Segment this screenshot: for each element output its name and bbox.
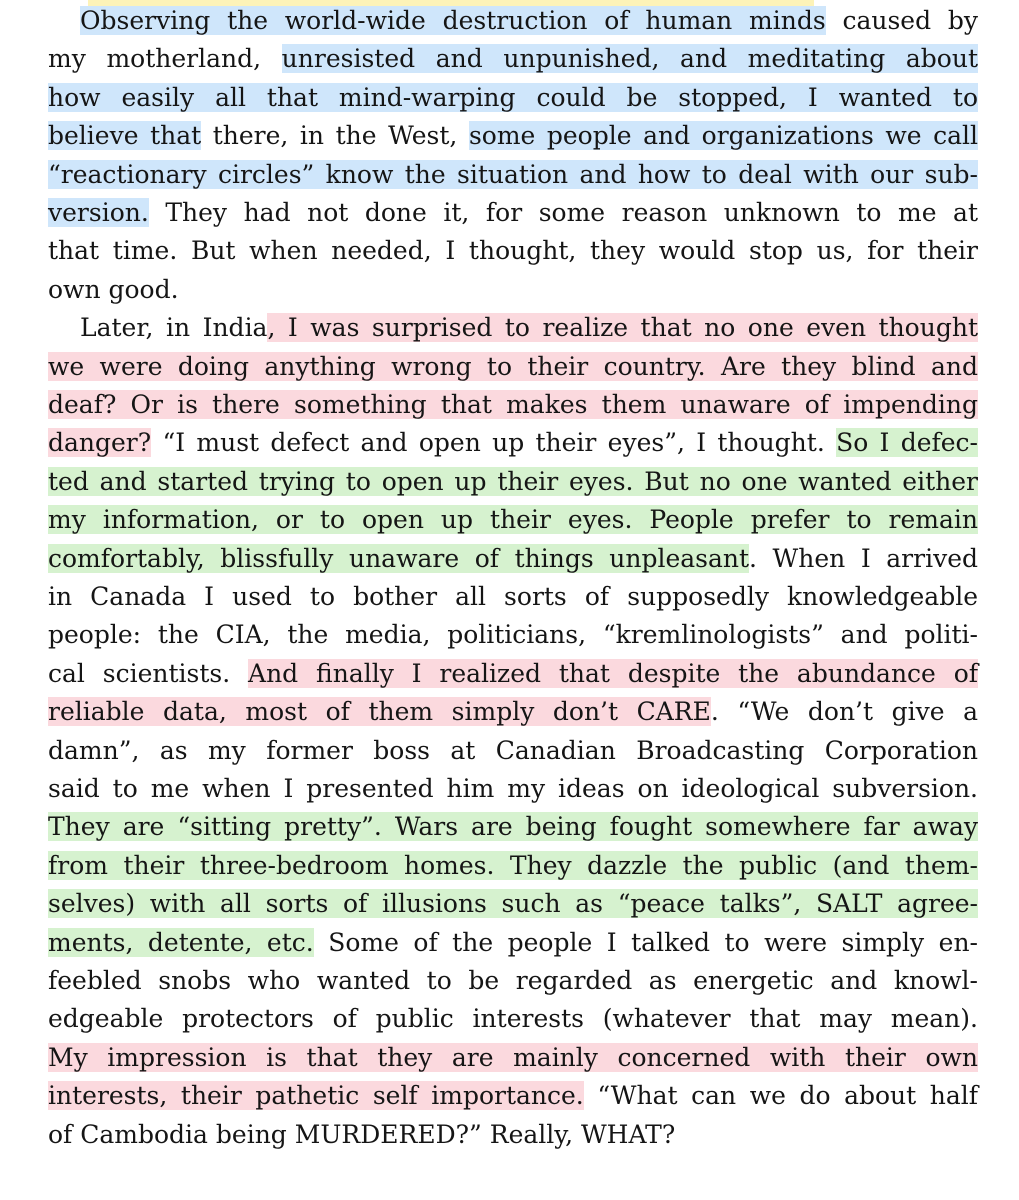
highlighted-text: unresisted and unpunished, and meditating about: [281, 44, 979, 74]
text-line: [48, 616, 978, 654]
text-line: [48, 386, 978, 424]
text-segment: “I must defect and open up their eyes”, I thought.: [151, 428, 837, 458]
text-segment: feebled snobs who wanted to be regarded as energetic and knowl-: [48, 966, 978, 995]
text-segment: said to me when I presented him my ideas on ideological subversion.: [48, 774, 978, 803]
text-line: [48, 578, 978, 616]
highlighted-text: They are “sitting pretty”. Wars are being fought somewhere far away: [48, 812, 978, 842]
text-line: [48, 1000, 978, 1038]
text-line: [48, 655, 978, 693]
text-line: [48, 501, 978, 539]
text-line: [48, 271, 978, 309]
text-line: [48, 693, 978, 731]
text-line: [48, 117, 978, 155]
highlighted-text: deaf? Or is there something that makes them unaware of impending: [48, 390, 978, 419]
text-segment: . When I arrived: [749, 543, 978, 573]
text-line: [48, 962, 978, 1000]
highlighted-text: from their three-bedroom homes. They dazzle the public (and them-: [48, 850, 978, 880]
text-segment: “What can we do about half: [583, 1081, 979, 1111]
highlighted-text: “reactionary circles” know the situation and how to deal with our sub-: [48, 159, 978, 189]
highlighted-text: we were doing anything wrong to their country. Are they blind and: [48, 351, 978, 381]
text-line: [48, 1077, 978, 1115]
text-segment: people: the CIA, the media, politicians, “kremlinologists” and politi-: [48, 620, 978, 650]
text-line: [80, 309, 978, 347]
text-segment: damn”, as my former boss at Canadian Broadcasting Corporation: [48, 735, 978, 765]
highlighted-text: , I was surprised to realize that no one even thought: [267, 313, 978, 343]
text-line: [80, 2, 978, 40]
text-segment: in Canada I used to bother all sorts of supposedly knowledgeable: [48, 582, 978, 611]
highlighted-text: reliable data, most of them simply don’t CARE: [48, 697, 711, 727]
highlighted-text: how easily all that mind-warping could be stopped, I wanted to: [48, 82, 978, 112]
highlighted-text: Observing the world-wide destruction of human minds: [80, 6, 826, 35]
text-segment: . “We don’t give a: [710, 697, 978, 727]
text-segment: cal scientists.: [48, 658, 249, 688]
text-line: [48, 540, 978, 578]
text-line: [48, 847, 978, 885]
text-segment: Later, in India: [80, 313, 268, 343]
highlighted-text: believe that: [48, 121, 202, 151]
text-line: [48, 1116, 978, 1154]
text-segment: Some of the people I talked to were simply en-: [313, 927, 979, 957]
highlighted-text: danger?: [48, 428, 152, 458]
highlighted-text: comfortably, blissfully unaware of things unpleasant: [48, 543, 750, 573]
text-line: [48, 924, 978, 962]
text-segment: of Cambodia being MURDERED?” Really, WHAT?: [48, 1119, 676, 1149]
text-line: [48, 232, 978, 270]
highlighted-text: interests, their pathetic self importance.: [48, 1081, 584, 1111]
text-line: [48, 194, 978, 232]
text-line: [48, 424, 978, 462]
highlighted-text: my information, or to open up their eyes. People prefer to remain: [48, 505, 978, 535]
text-line: [48, 79, 978, 117]
text-line: [48, 348, 978, 386]
text-segment: my motherland,: [48, 44, 282, 74]
text-line: [48, 1039, 978, 1077]
text-line: [48, 40, 978, 78]
highlighted-text: My impression is that they are mainly concerned with their own: [48, 1042, 978, 1072]
highlighted-text: ted and started trying to open up their eyes. But no one wanted either: [48, 466, 978, 496]
highlighted-text: version.: [48, 198, 149, 227]
highlighted-text: So I defec-: [836, 428, 978, 458]
text-line: [48, 770, 978, 808]
text-line: [48, 463, 978, 501]
text-segment: own good.: [48, 274, 179, 304]
highlighted-text: selves) with all sorts of illusions such as “peace talks”, SALT agree-: [48, 889, 978, 919]
text-segment: They had not done it, for some reason unknown to me at: [148, 198, 978, 227]
text-segment: caused by: [825, 6, 978, 35]
text-line: [48, 808, 978, 846]
text-line: [48, 732, 978, 770]
highlighted-text: some people and organizations we call: [468, 121, 978, 151]
text-line: [48, 885, 978, 923]
text-segment: edgeable protectors of public interests (whatever that may mean).: [48, 1004, 978, 1034]
highlighted-text: ments, detente, etc.: [48, 927, 314, 957]
text-line: [48, 156, 978, 194]
text-segment: that time. But when needed, I thought, they would stop us, for their: [48, 236, 978, 266]
highlighted-text: And finally I realized that despite the abundance of: [248, 658, 979, 688]
text-segment: there, in the West,: [201, 121, 469, 151]
